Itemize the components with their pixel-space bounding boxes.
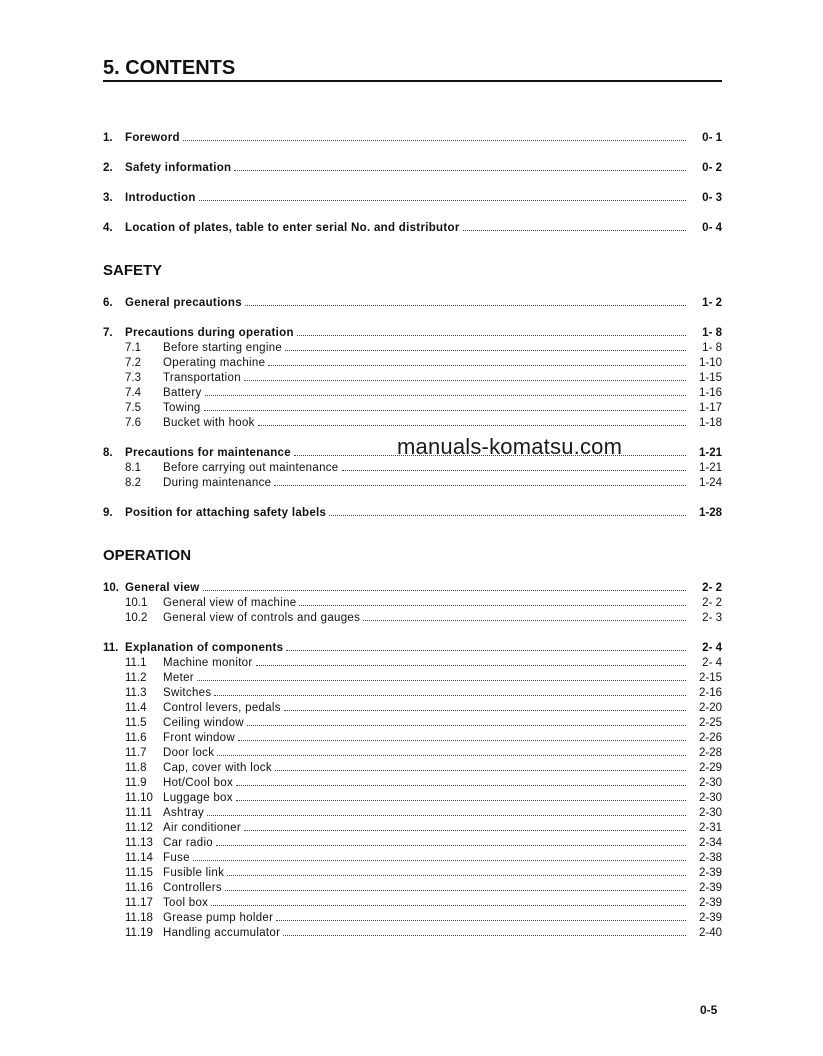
entry-label: Bucket with hook (163, 417, 255, 429)
toc-subentry[interactable] (103, 896, 722, 911)
entry-page: 1-24 (698, 477, 722, 489)
dot-leader (227, 866, 686, 876)
entry-label: Introduction (125, 192, 196, 204)
entry-label: General precautions (125, 297, 242, 309)
toc-group (103, 161, 722, 176)
entry-number: 7.4 (125, 387, 141, 399)
entry-label: Door lock (163, 747, 215, 759)
dot-leader (234, 161, 686, 171)
entry-number: 1. (103, 132, 113, 144)
dot-leader (247, 716, 686, 726)
toc-subentry[interactable] (103, 401, 722, 416)
entry-page: 1-18 (698, 417, 722, 429)
page-title: 5. CONTENTS (103, 56, 722, 82)
entry-number: 11.1 (125, 657, 147, 669)
entry-number: 2. (103, 162, 113, 174)
page-number: 0-5 (700, 1003, 718, 1017)
entry-label: Control levers, pedals (163, 702, 281, 714)
entry-number: 10.1 (125, 597, 148, 609)
dot-leader (275, 761, 686, 771)
dot-leader (463, 221, 686, 231)
entry-page: 2- 2 (702, 582, 722, 594)
dot-leader (217, 746, 686, 756)
entry-label: Ashtray (163, 807, 205, 819)
entry-number: 10. (103, 582, 119, 594)
entry-label: General view of machine (163, 597, 297, 609)
toc-subentry[interactable] (103, 851, 722, 866)
toc-entry[interactable] (103, 131, 722, 146)
entry-number: 11.5 (125, 717, 147, 729)
toc-subentry[interactable] (103, 356, 722, 371)
dot-leader (214, 686, 686, 696)
dot-leader (283, 926, 686, 936)
dot-leader (276, 911, 686, 921)
toc-subentry[interactable] (103, 881, 722, 896)
toc-subentry[interactable] (103, 746, 722, 761)
toc-subentry[interactable] (103, 716, 722, 731)
dot-leader (245, 296, 686, 306)
toc-subentry[interactable] (103, 791, 722, 806)
toc-entry[interactable] (103, 296, 722, 311)
entry-number: 11.18 (125, 912, 153, 924)
toc-subentry[interactable] (103, 731, 722, 746)
entry-label: Before carrying out maintenance (163, 462, 339, 474)
dot-leader (244, 371, 686, 381)
toc-subentry[interactable] (103, 761, 722, 776)
toc-subentry[interactable] (103, 806, 722, 821)
dot-leader (258, 416, 686, 426)
entry-page: 1-16 (698, 387, 722, 399)
entry-page: 2-40 (698, 927, 722, 939)
entry-page: 2-34 (698, 837, 722, 849)
toc-section (103, 261, 722, 521)
entry-page: 2-39 (698, 882, 722, 894)
entry-number: 4. (103, 222, 113, 234)
toc-group (103, 506, 722, 521)
dot-leader (203, 581, 686, 591)
entry-label: Fusible link (163, 867, 225, 879)
entry-label: Location of plates, table to enter serial No. and distributor (125, 222, 460, 234)
entry-page: 1-28 (698, 507, 722, 519)
entry-number: 11. (103, 642, 119, 654)
table-of-contents (103, 116, 722, 941)
entry-page: 1-15 (698, 372, 722, 384)
toc-subentry[interactable] (103, 776, 722, 791)
dot-leader (211, 896, 686, 906)
entry-page: 0- 4 (702, 222, 722, 234)
entry-label: Position for attaching safety labels (125, 507, 327, 519)
entry-page: 2-39 (698, 867, 722, 879)
entry-number: 8. (103, 447, 113, 459)
toc-subentry[interactable] (103, 671, 722, 686)
entry-page: 2-28 (698, 747, 722, 759)
toc-subentry[interactable] (103, 821, 722, 836)
entry-label: Ceiling window (163, 717, 244, 729)
entry-page: 1-17 (698, 402, 722, 414)
toc-subentry[interactable] (103, 836, 722, 851)
toc-subentry[interactable] (103, 341, 722, 356)
toc-subentry[interactable] (103, 926, 722, 941)
dot-leader (238, 731, 686, 741)
toc-entry[interactable] (103, 326, 722, 341)
dot-leader (244, 821, 686, 831)
watermark: manuals-komatsu.com (397, 434, 623, 459)
entry-number: 7.2 (125, 357, 141, 369)
entry-number: 11.15 (125, 867, 153, 879)
toc-subentry[interactable] (103, 596, 722, 611)
entry-label: Machine monitor (163, 657, 253, 669)
entry-label: Operating machine (163, 357, 266, 369)
toc-entry[interactable] (103, 221, 722, 236)
toc-group (103, 191, 722, 206)
entry-number: 11.7 (125, 747, 147, 759)
entry-page: 0- 3 (702, 192, 722, 204)
entry-label: Luggage box (163, 792, 233, 804)
dot-leader (225, 881, 686, 891)
entry-page: 2-15 (698, 672, 722, 684)
section-heading: SAFETY (103, 262, 163, 279)
entry-page: 2-39 (698, 897, 722, 909)
entry-page: 1-10 (698, 357, 722, 369)
toc-group (103, 581, 722, 626)
entry-number: 6. (103, 297, 113, 309)
entry-number: 7.1 (125, 342, 141, 354)
entry-number: 11.9 (125, 777, 147, 789)
dot-leader (285, 341, 686, 351)
entry-page: 2-39 (698, 912, 722, 924)
entry-label: Hot/Cool box (163, 777, 234, 789)
dot-leader (299, 596, 686, 606)
entry-label: Grease pump holder (163, 912, 274, 924)
entry-page: 2-30 (698, 792, 722, 804)
toc-subentry[interactable] (103, 461, 722, 476)
entry-label: Handling accumulator (163, 927, 281, 939)
dot-leader (204, 401, 686, 411)
entry-number: 11.8 (125, 762, 147, 774)
dot-leader (286, 641, 686, 651)
toc-subentry[interactable] (103, 476, 722, 491)
entry-page: 2- 3 (702, 612, 722, 624)
toc-entry[interactable] (103, 161, 722, 176)
entry-page: 2-25 (698, 717, 722, 729)
toc-subentry[interactable] (103, 611, 722, 626)
entry-label: Precautions for maintenance (125, 447, 291, 459)
dot-leader (197, 671, 686, 681)
entry-number: 7. (103, 327, 113, 339)
dot-leader (236, 791, 686, 801)
entry-number: 11.17 (125, 897, 153, 909)
entry-number: 8.1 (125, 462, 141, 474)
entry-label: Battery (163, 387, 202, 399)
entry-number: 11.2 (125, 672, 147, 684)
toc-section (103, 131, 722, 236)
dot-leader (256, 656, 686, 666)
toc-group (103, 221, 722, 236)
toc-subentry[interactable] (103, 656, 722, 671)
entry-label: Switches (163, 687, 212, 699)
entry-label: Front window (163, 732, 235, 744)
entry-label: Controllers (163, 882, 222, 894)
entry-number: 11.4 (125, 702, 147, 714)
entry-label: Precautions during operation (125, 327, 294, 339)
entry-number: 11.6 (125, 732, 147, 744)
entry-number: 11.14 (125, 852, 153, 864)
toc-entry[interactable] (103, 191, 722, 206)
entry-number: 7.3 (125, 372, 141, 384)
toc-subentry[interactable] (103, 866, 722, 881)
entry-page: 2-16 (698, 687, 722, 699)
entry-page: 2-31 (698, 822, 722, 834)
entry-page: 2-30 (698, 777, 722, 789)
entry-number: 9. (103, 507, 113, 519)
toc-subentry[interactable] (103, 386, 722, 401)
dot-leader (329, 506, 686, 516)
entry-label: Foreword (125, 132, 180, 144)
entry-label: Meter (163, 672, 194, 684)
entry-page: 1-21 (698, 462, 722, 474)
entry-label: Fuse (163, 852, 190, 864)
toc-group (103, 296, 722, 311)
entry-label: During maintenance (163, 477, 272, 489)
entry-number: 11.12 (125, 822, 153, 834)
dot-leader (274, 476, 686, 486)
entry-number: 8.2 (125, 477, 141, 489)
dot-leader (342, 461, 686, 471)
entry-page: 0- 2 (702, 162, 722, 174)
entry-page: 2-38 (698, 852, 722, 864)
toc-entry[interactable] (103, 506, 722, 521)
dot-leader (236, 776, 686, 786)
toc-subentry[interactable] (103, 686, 722, 701)
entry-label: General view (125, 582, 200, 594)
entry-page: 2- 4 (702, 657, 722, 669)
dot-leader (284, 701, 686, 711)
entry-page: 2- 2 (702, 597, 722, 609)
entry-label: General view of controls and gauges (163, 612, 361, 624)
entry-label: Transportation (163, 372, 241, 384)
section-heading: OPERATION (103, 547, 192, 564)
dot-leader (183, 131, 686, 141)
entry-number: 3. (103, 192, 113, 204)
toc-subentry[interactable] (103, 416, 722, 431)
toc-entry[interactable] (103, 641, 722, 656)
dot-leader (363, 611, 686, 621)
toc-subentry[interactable] (103, 701, 722, 716)
dot-leader (193, 851, 686, 861)
entry-number: 10.2 (125, 612, 148, 624)
entry-label: Explanation of components (125, 642, 284, 654)
entry-page: 1- 8 (702, 327, 722, 339)
entry-page: 1- 2 (702, 297, 722, 309)
dot-leader (297, 326, 686, 336)
toc-group (103, 641, 722, 941)
entry-page: 1-21 (698, 447, 722, 459)
entry-number: 11.19 (125, 927, 153, 939)
dot-leader (268, 356, 686, 366)
entry-label: Air conditioner (163, 822, 242, 834)
entry-number: 7.5 (125, 402, 141, 414)
toc-entry[interactable] (103, 581, 722, 596)
entry-page: 0- 1 (702, 132, 722, 144)
toc-subentry[interactable] (103, 371, 722, 386)
entry-page: 2-29 (698, 762, 722, 774)
dot-leader (207, 806, 686, 816)
entry-label: Cap, cover with lock (163, 762, 272, 774)
entry-page: 1- 8 (702, 342, 722, 354)
entry-number: 11.3 (125, 687, 147, 699)
toc-group (103, 131, 722, 146)
entry-page: 2-26 (698, 732, 722, 744)
entry-label: Safety information (125, 162, 232, 174)
entry-label: Before starting engine (163, 342, 283, 354)
dot-leader (216, 836, 686, 846)
toc-section (103, 546, 722, 941)
dot-leader (199, 191, 686, 201)
entry-number: 11.10 (125, 792, 153, 804)
entry-number: 11.16 (125, 882, 153, 894)
entry-label: Towing (163, 402, 201, 414)
entry-number: 11.13 (125, 837, 153, 849)
entry-number: 7.6 (125, 417, 141, 429)
dot-leader (205, 386, 686, 396)
entry-label: Tool box (163, 897, 209, 909)
entry-page: 2-30 (698, 807, 722, 819)
toc-subentry[interactable] (103, 911, 722, 926)
entry-page: 2- 4 (702, 642, 722, 654)
entry-label: Car radio (163, 837, 213, 849)
entry-page: 2-20 (698, 702, 722, 714)
entry-number: 11.11 (125, 807, 153, 819)
toc-group (103, 326, 722, 431)
